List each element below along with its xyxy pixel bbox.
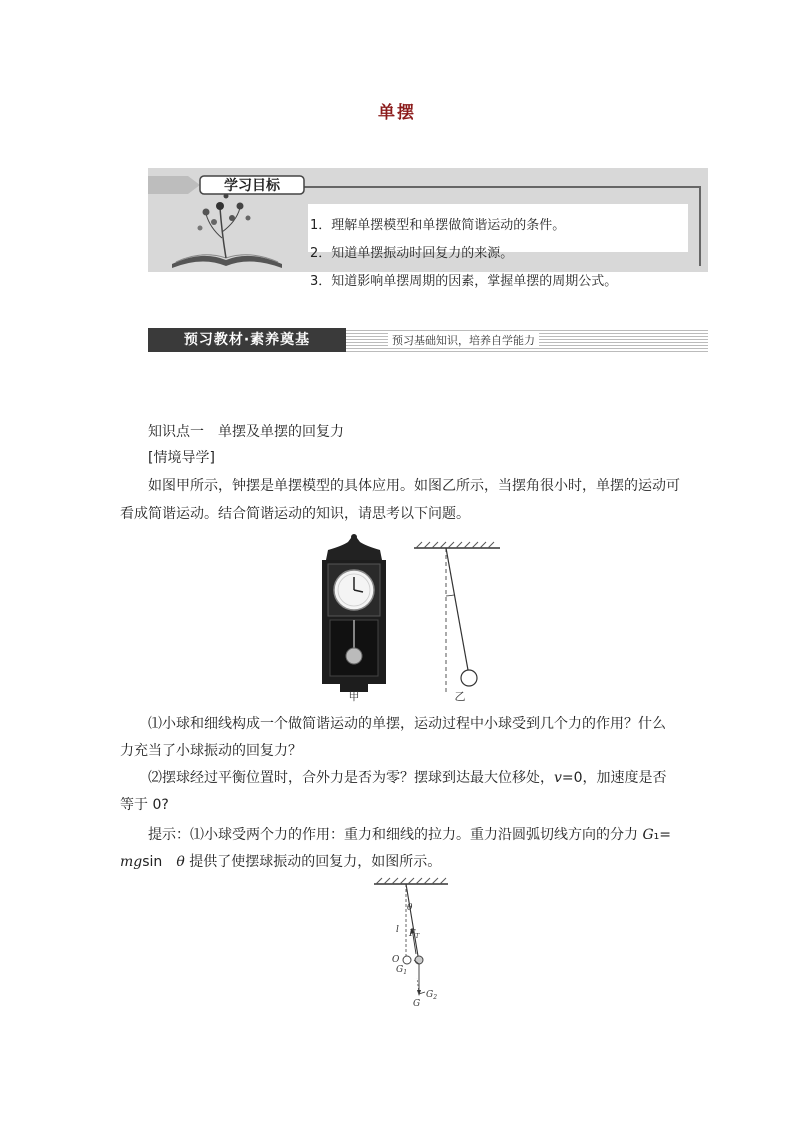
hint-text: 提示：⑴小球受两个力的作用：重力和细线的拉力。重力沿圆弧切线方向的分力 [148,827,643,843]
g1-symbol: G [396,965,404,975]
section-banner [148,328,708,352]
question-line [148,768,667,788]
pendulum-clock-image [322,534,386,703]
hint-line [148,825,671,845]
figure-force-diagram [372,876,452,1012]
section-label: 预习教材·素养奠基 [148,328,346,352]
divider [699,186,701,266]
hint-symbol: θ [176,854,185,870]
hint-text: ₁= [653,827,671,843]
tension-subscript: T [415,933,420,940]
intro-line: 看成简谐运动。结合简谐运动的知识，请思考以下问题。 [120,506,470,522]
theta-label: θ [407,903,413,913]
question-text: =0，加速度是否 [561,770,667,786]
hint-line [120,852,441,872]
goal-item: 1．理解单摆模型和单摆做简谐运动的条件。 [310,218,566,233]
learning-goals-box [148,168,708,289]
figure1-caption-b: 乙 [454,690,466,703]
question-line: 力充当了小球振动的回复力？ [120,743,302,759]
hint-symbol: mg [120,854,143,870]
section-subtitle: 预习基础知识，培养自学能力 [388,332,539,348]
origin-label: O [392,955,400,965]
gravity-label: G [413,999,421,1009]
figure1-caption-a: 甲 [348,690,360,703]
book-flower-illustration [162,188,292,270]
g2-symbol: G [426,990,434,1000]
goals-banner-text: 学习目标 [224,178,280,194]
figure-clock-pendulum [318,532,508,704]
tension-symbol: F [409,929,416,939]
page-title: 单摆 [378,103,416,123]
hint-symbol: G [642,827,654,843]
g2-label [426,990,437,1001]
velocity-symbol: v [554,770,562,786]
situation-label: [情境导学] [148,450,215,466]
question-line: ⑴小球和细线构成一个做简谐运动的单摆，运动过程中小球受到几个力的作用？什么 [148,716,666,732]
g1-subscript: 1 [403,969,408,976]
tension-label [408,929,420,940]
goal-item: 3．知道影响单摆周期的因素，掌握单摆的周期公式。 [310,274,618,289]
goal-item: 2．知道单摆振动时回复力的来源。 [310,246,514,261]
g1-label [396,965,407,976]
simple-pendulum-diagram [414,542,500,703]
g2-subscript: 2 [433,994,438,1001]
divider [303,186,699,188]
knowledge-point-heading: 知识点一 单摆及单摆的回复力 [148,424,344,440]
question-text: ⑵摆球经过平衡位置时，合外力是否为零？摆球到达最大位移处， [148,770,554,786]
length-label: l [396,925,399,935]
hint-text: 提供了使摆球振动的回复力，如图所示。 [184,854,442,870]
question-line: 等于 0? [120,797,169,813]
hint-text: sin [142,854,177,870]
intro-line: 如图甲所示，钟摆是单摆模型的具体应用。如图乙所示，当摆角很小时，单摆的运动可 [148,478,680,494]
